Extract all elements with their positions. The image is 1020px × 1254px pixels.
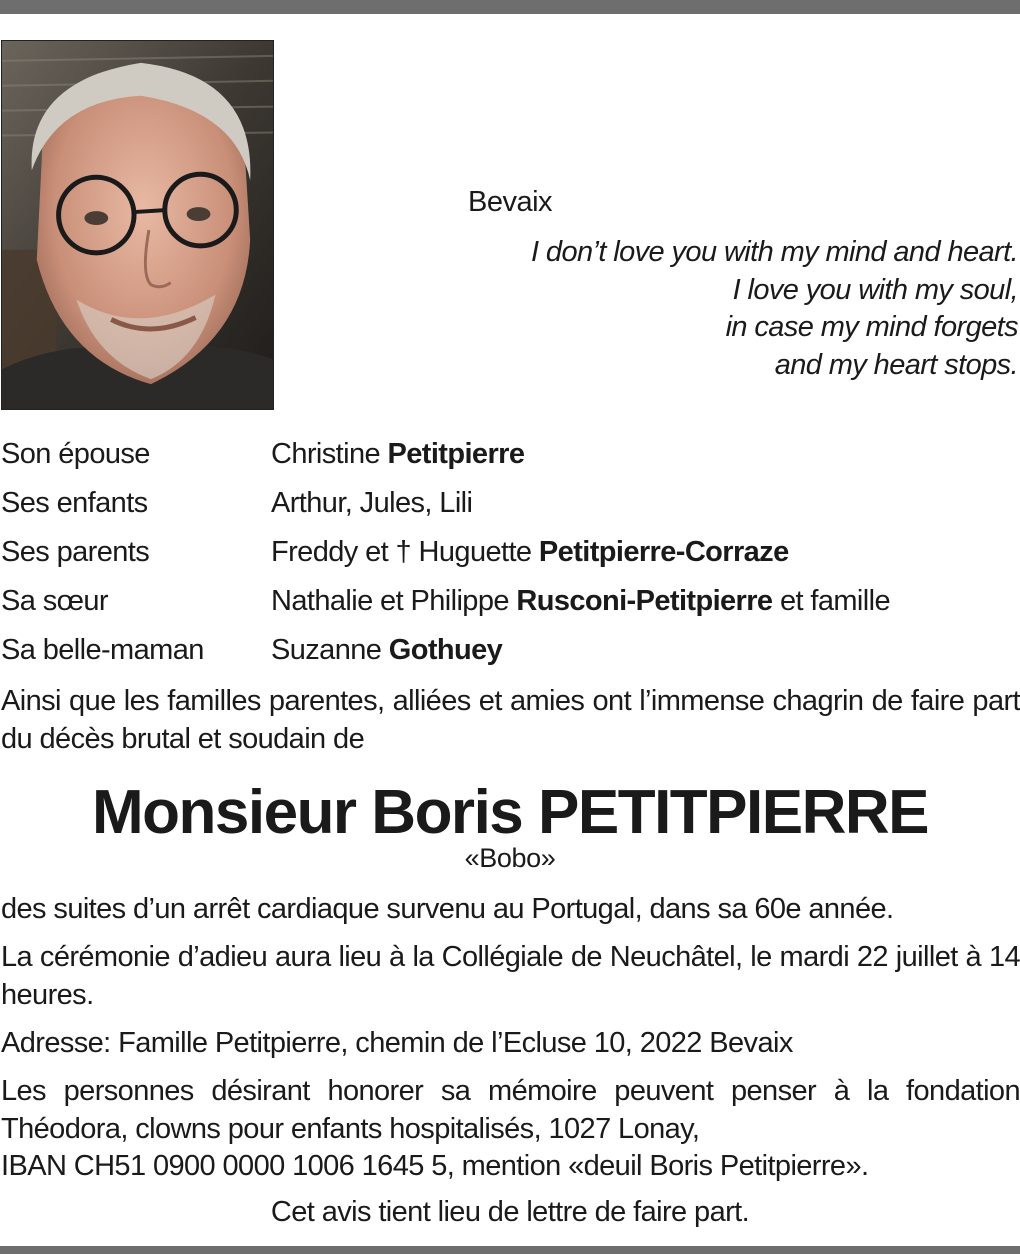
name-suffix: et famille bbox=[779, 585, 890, 617]
family-row bbox=[1, 634, 1020, 683]
family-relation: Sa sœur bbox=[1, 585, 108, 617]
family-row bbox=[1, 536, 1020, 585]
given-names: Suzanne bbox=[271, 634, 382, 666]
family-row bbox=[1, 487, 1020, 536]
family-names bbox=[271, 585, 890, 618]
cause-text: des suites d’un arrêt cardiaque survenu au Portugal, dans sa 60e année. bbox=[1, 893, 894, 925]
deceased-name: Monsieur Boris PETITPIERRE bbox=[91, 778, 929, 847]
place-name: Bevaix bbox=[468, 186, 553, 218]
family-names bbox=[271, 487, 472, 520]
given-names: Christine bbox=[271, 438, 381, 470]
surname: Petitpierre-Corraze bbox=[538, 536, 789, 568]
donation-iban: IBAN CH51 0900 0000 1006 1645 5, mention «deuil Boris Petitpierre». bbox=[1, 1150, 869, 1182]
given-names: Freddy et † Huguette bbox=[271, 536, 532, 568]
family-relation: Sa belle-maman bbox=[1, 634, 204, 666]
portrait-photo bbox=[1, 40, 274, 410]
address-text: Adresse: Famille Petitpierre, chemin de l’Ecluse 10, 2022 Bevaix bbox=[1, 1027, 793, 1059]
closing-text: Cet avis tient lieu de lettre de faire part. bbox=[270, 1196, 750, 1228]
given-names: Arthur, Jules, Lili bbox=[271, 487, 473, 519]
family-row bbox=[1, 585, 1020, 634]
family-relation: Son épouse bbox=[1, 438, 150, 470]
intro-text: Ainsi que les familles parentes, alliées et amies ont l’immense chagrin de faire part du décès brutal et soudain de bbox=[1, 685, 1020, 755]
family-names bbox=[271, 634, 502, 667]
deceased-nickname: «Bobo» bbox=[464, 843, 556, 873]
ceremony-text: La cérémonie d’adieu aura lieu à la Collégiale de Neuchâtel, le mardi 22 juillet à 14 heures. bbox=[1, 941, 1020, 1011]
poem-line: and my heart stops. bbox=[774, 348, 1018, 381]
surname: Petitpierre bbox=[387, 438, 525, 470]
family-names bbox=[271, 536, 789, 569]
poem-line: I love you with my soul, bbox=[732, 273, 1018, 306]
poem-line: in case my mind forgets bbox=[725, 311, 1018, 343]
given-names: Nathalie et Philippe bbox=[271, 585, 509, 617]
poem bbox=[458, 234, 1018, 384]
bottom-rule bbox=[0, 1246, 1020, 1254]
poem-line: I don’t love you with my mind and heart. bbox=[531, 236, 1018, 268]
surname: Gothuey bbox=[388, 634, 503, 666]
surname: Rusconi-Petitpierre bbox=[516, 585, 773, 617]
donation-text: Les personnes désirant honorer sa mémoire peuvent penser à la fondation Théodora, clowns pour enfants hospitalisés, 1027 Lonay, bbox=[1, 1075, 1020, 1145]
portrait-image bbox=[2, 41, 273, 409]
top-rule bbox=[0, 0, 1020, 14]
family-row bbox=[1, 438, 1020, 487]
family-relation: Ses enfants bbox=[1, 487, 148, 519]
family-list bbox=[1, 438, 1020, 683]
family-names bbox=[271, 438, 524, 471]
family-relation: Ses parents bbox=[1, 536, 150, 568]
